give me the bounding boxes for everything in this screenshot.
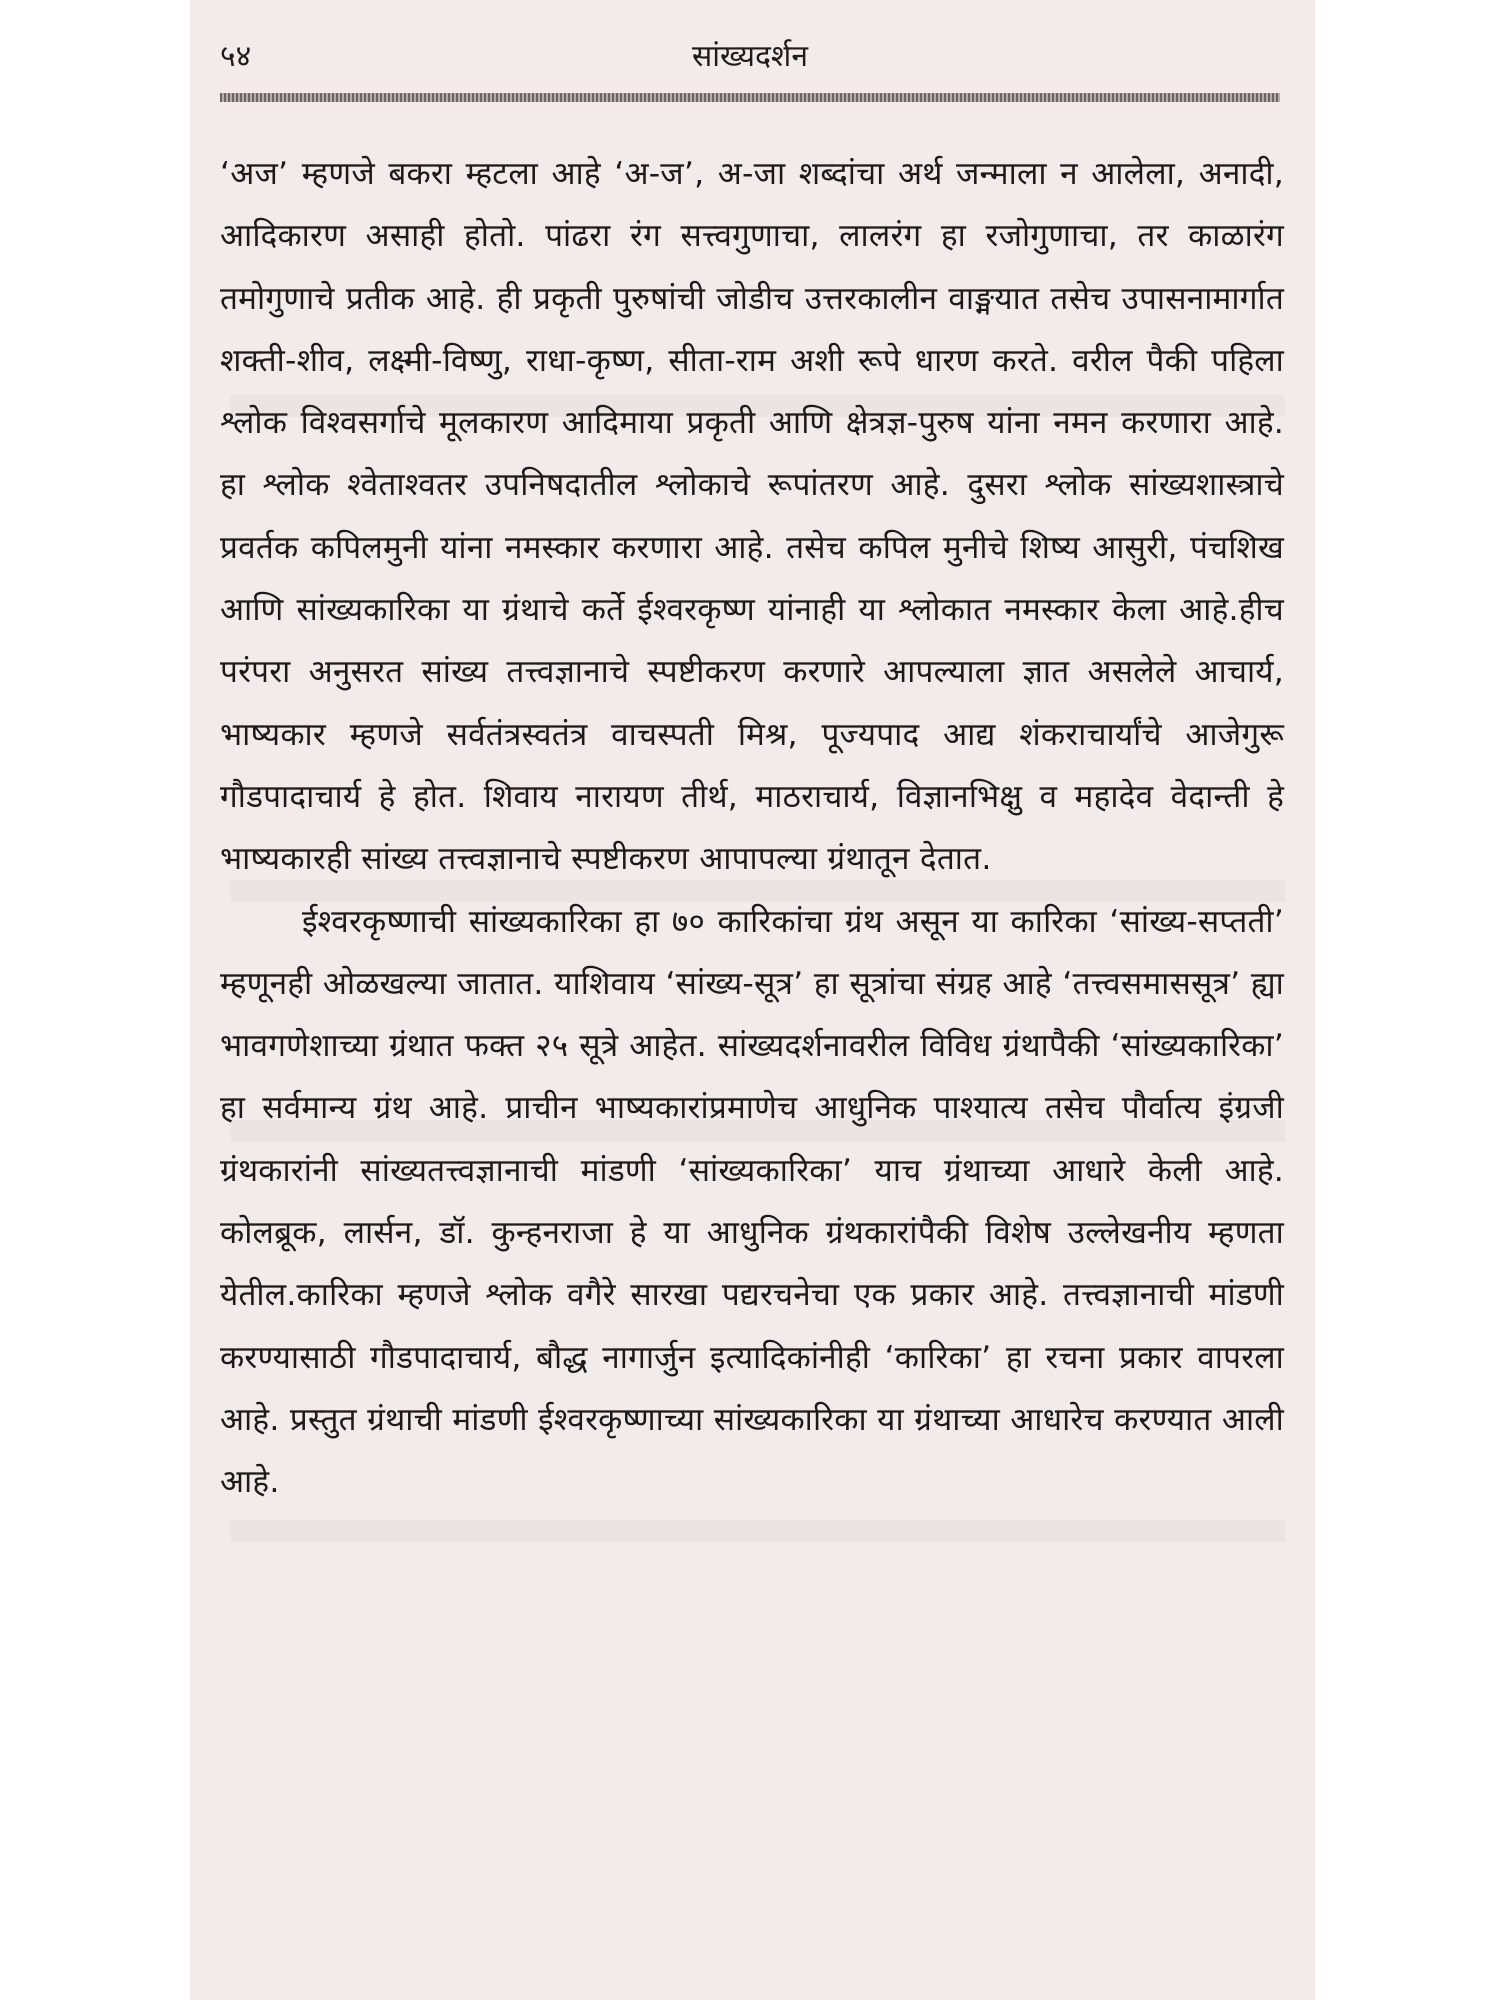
page-number: ५४: [220, 39, 252, 74]
running-title: सांख्यदर्शन: [692, 39, 808, 74]
page-header: [220, 34, 1280, 84]
paragraph: ईश्वरकृष्णाची सांख्यकारिका हा ७० कारिकांचा ग्रंथ असून या कारिका ‘सांख्य-सप्तती’ म्हणूनही ओळखल्या जातात. याशिवाय ‘सांख्य-सूत्र’ हा सूत्रांचा संग्रह आहे ‘तत्त्वसमाससूत्र’ ह्या भावगणेशाच्या ग्रंथात फक्त २५ सूत्रे आहेत. सांख्यदर्शनावरील विविध ग्रंथापैकी ‘सांख्यकारिका’ हा सर्वमान्य ग्रंथ आहे. प्राचीन भाष्यकारांप्रमाणेच आधुनिक पाश्यात्य तसेच पौर्वात्य इंग्रजी ग्रंथकारांनी सांख्यतत्त्वज्ञानाची मांडणी ‘सांख्यकारिका’ याच ग्रंथाच्या आधारे केली आहे. कोलब्रूक, लार्सन, डॉ. कुन्हनराजा हे या आधुनिक ग्रंथकारांपैकी विशेष उल्लेखनीय म्हणता येतील.कारिका म्हणजे श्लोक वगैरे सारखा पद्यरचनेचा एक प्रकार आहे. तत्त्वज्ञानाची मांडणी करण्यासाठी गौडपादाचार्य, बौद्ध नागार्जुन इत्यादिकांनीही ‘कारिका’ हा रचना प्रकार वापरला आहे. प्रस्तुत ग्रंथाची मांडणी ईश्वरकृष्णाच्या सांख्यकारिका या ग्रंथाच्या आधारेच करण्यात आली आहे.: [220, 903, 1284, 1501]
book-page: [190, 0, 1315, 2000]
paragraph: ‘अज’ म्हणजे बकरा म्हटला आहे ‘अ-ज’, अ-जा शब्दांचा अर्थ जन्माला न आलेला, अनादी, आदिकारण असाही होतो. पांढरा रंग सत्त्वगुणाचा, लालरंग हा रजोगुणाचा, तर काळारंग तमोगुणाचे प्रतीक आहे. ही प्रकृती पुरुषांची जोडीच उत्तरकालीन वाङ्मयात तसेच उपासनामार्गात शक्ती-शीव, लक्ष्मी-विष्णु, राधा-कृष्ण, सीता-राम अशी रूपे धारण करते. वरील पैकी पहिला श्लोक विश्वसर्गाचे मूलकारण आदिमाया प्रकृती आणि क्षेत्रज्ञ-पुरुष यांना नमन करणारा आहे. हा श्लोक श्वेताश्वतर उपनिषदातील श्लोकाचे रूपांतरण आहे. दुसरा श्लोक सांख्यशास्त्राचे प्रवर्तक कपिलमुनी यांना नमस्कार करणारा आहे. तसेच कपिल मुनीचे शिष्य आसुरी, पंचशिख आणि सांख्यकारिका या ग्रंथाचे कर्ते ईश्वरकृष्ण यांनाही या श्लोकात नमस्कार केला आहे.हीच परंपरा अनुसरत सांख्य तत्त्वज्ञानाचे स्पष्टीकरण करणारे आपल्याला ज्ञात असलेले आचार्य, भाष्यकार म्हणजे सर्वतंत्रस्वतंत्र वाचस्पती मिश्र, पूज्यपाद आद्य शंकराचार्यांचे आजेगुरू गौडपादाचार्य हे होत. शिवाय नारायण तीर्थ, माठराचार्य, विज्ञानभिक्षु व महादेव वेदान्ती हे भाष्यकारही सांख्य तत्त्वज्ञानाचे स्पष्टीकरण आपापल्या ग्रंथातून देतात.: [220, 156, 1284, 878]
show-through-mark: [230, 1520, 1285, 1542]
header-divider: [220, 93, 1280, 102]
body-text: [220, 143, 1284, 1514]
